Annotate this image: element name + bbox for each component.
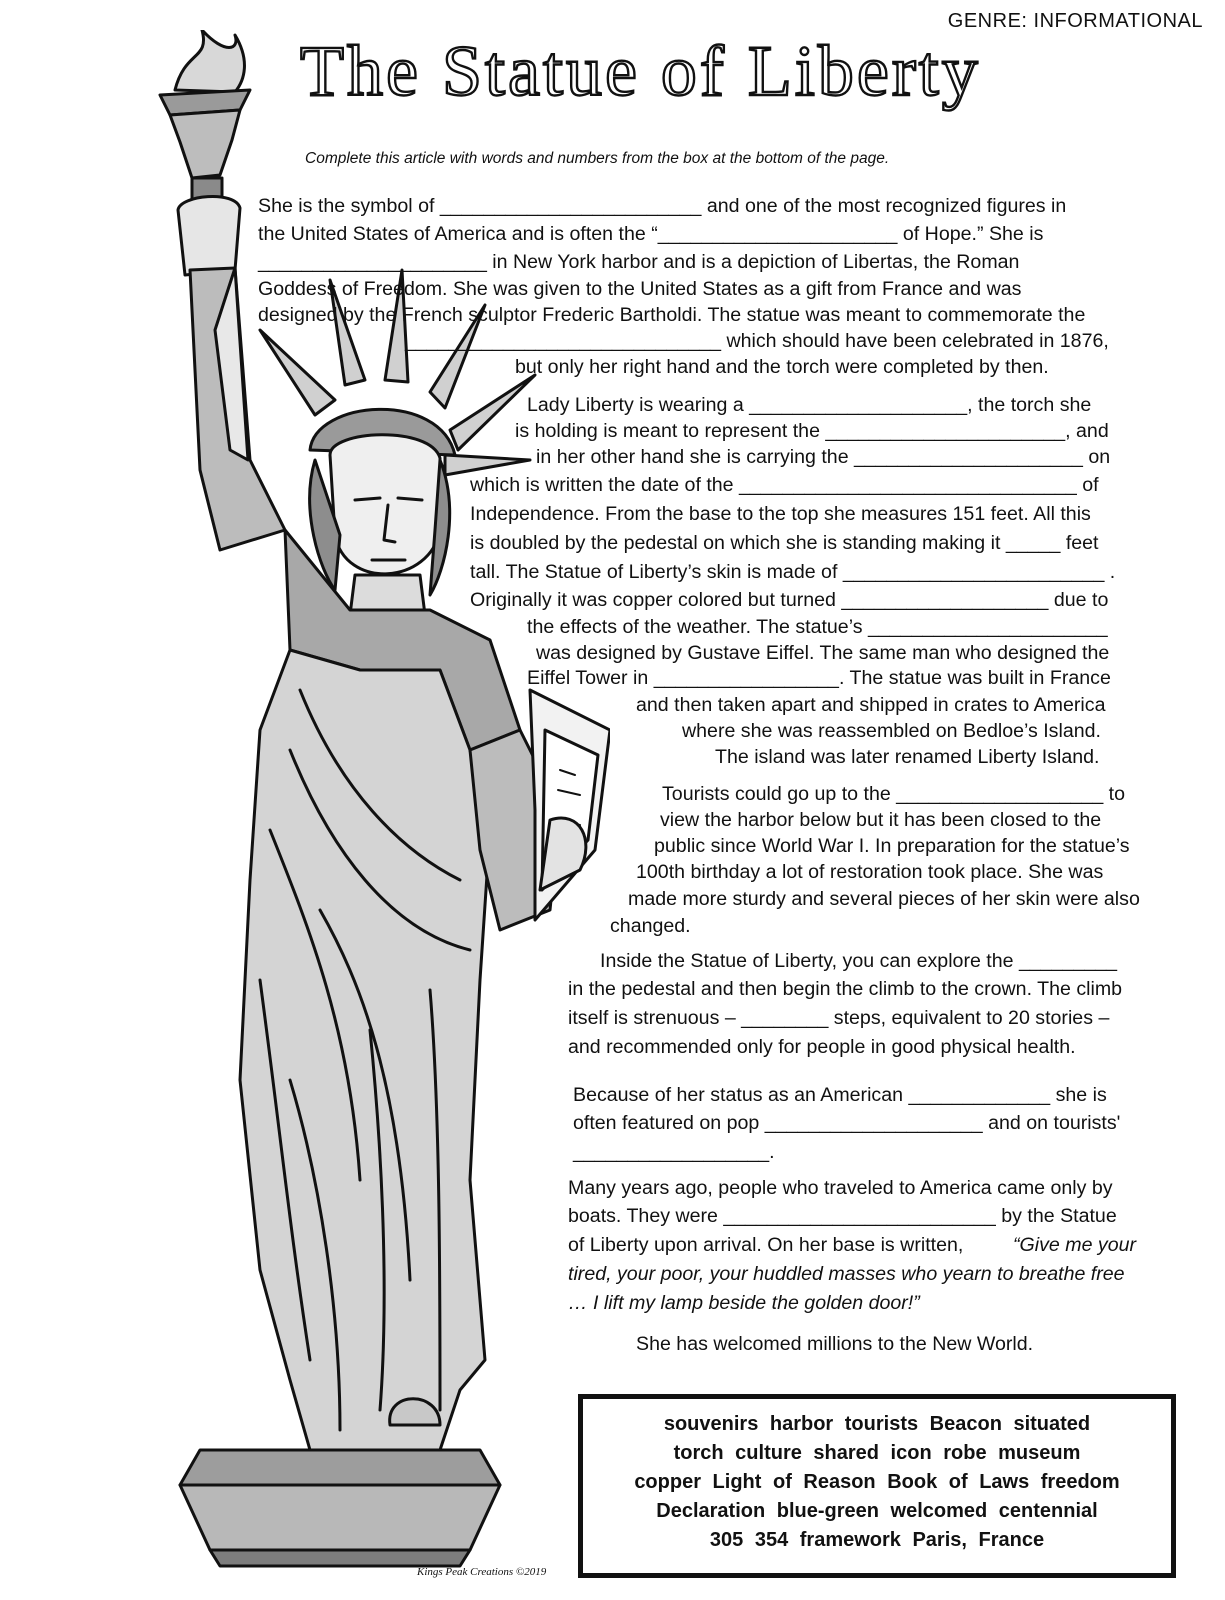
article-line-33: often featured on pop ____________________ and on tourists'	[573, 1112, 1121, 1134]
quote-line-2: tired, your poor, your huddled masses who yearn to breathe free	[568, 1263, 1125, 1285]
article-line-31: and recommended only for people in good physical health.	[568, 1036, 1076, 1058]
article-line-26: made more sturdy and several pieces of her skin were also	[628, 888, 1140, 910]
article-line-24: public since World War I. In preparation for the statue’s	[654, 835, 1130, 857]
article-line-22: Tourists could go up to the ___________________ to	[662, 783, 1126, 805]
article-line-9: is holding is meant to represent the ______________________, and	[515, 420, 1109, 442]
article-line-15: Originally it was copper colored but turned ___________________ due to	[470, 589, 1109, 611]
article-line-1: She is the symbol of ________________________ and one of the most recognized figures in	[258, 195, 1067, 217]
article-line-7: but only her right hand and the torch were completed by then.	[515, 356, 1049, 378]
article-line-34: __________________.	[573, 1141, 775, 1163]
instructions: Complete this article with words and numbers from the box at the bottom of the page.	[305, 150, 890, 167]
copyright-credit: Kings Peak Creations ©2019	[417, 1566, 547, 1578]
article-line-37: of Liberty upon arrival. On her base is written,	[568, 1234, 964, 1256]
genre-label: GENRE: INFORMATIONAL	[947, 10, 1203, 32]
article-line-32: Because of her status as an American _____________ she is	[573, 1084, 1107, 1106]
article-line-5: designed by the French sculptor Frederic Bartholdi. The statue was meant to commemorate the	[258, 304, 1086, 326]
article-line-30: itself is strenuous – ________ steps, equivalent to 20 stories –	[568, 1007, 1110, 1029]
article-line-13: is doubled by the pedestal on which she is standing making it _____ feet	[470, 532, 1099, 554]
article-line-6: _____________________________ which should have been celebrated in 1876,	[405, 330, 1109, 352]
article-line-11: which is written the date of the _______________________________ of	[470, 474, 1099, 496]
word-bank-row-2: torch culture shared icon robe museum	[673, 1442, 1081, 1464]
article-line-27: changed.	[610, 915, 691, 937]
article-line-21: The island was later renamed Liberty Island.	[715, 746, 1100, 768]
article-line-29: in the pedestal and then begin the climb to the crown. The climb	[568, 978, 1123, 1000]
article-line-35: Many years ago, people who traveled to America came only by	[568, 1177, 1113, 1199]
article-line-10: in her other hand she is carrying the _____________________ on	[536, 446, 1111, 468]
article-line-12: Independence. From the base to the top she measures 151 feet. All this	[470, 503, 1091, 525]
article-line-20: where she was reassembled on Bedloe’s Island.	[682, 720, 1101, 742]
article-line-8: Lady Liberty is wearing a ____________________, the torch she	[527, 394, 1092, 416]
word-bank-box	[578, 1394, 1176, 1578]
word-bank-row-1: souvenirs harbor tourists Beacon situated	[663, 1413, 1091, 1435]
article-line-25: 100th birthday a lot of restoration took place. She was	[636, 861, 1104, 883]
quote-line-3: … I lift my lamp beside the golden door!”	[568, 1292, 920, 1314]
article-line-2: the United States of America and is often the “______________________ of Hope.” She is	[258, 223, 1044, 245]
article-line-23: view the harbor below but it has been closed to the	[660, 809, 1102, 831]
article-line-28: Inside the Statue of Liberty, you can explore the _________	[600, 950, 1118, 972]
article-line-16: the effects of the weather. The statue’s ______________________	[527, 616, 1108, 638]
article-line-14: tall. The Statue of Liberty’s skin is made of ________________________ .	[470, 561, 1116, 583]
quote-line-1: “Give me your	[1013, 1234, 1137, 1256]
word-bank-row-5: 305 354 framework Paris, France	[709, 1529, 1045, 1551]
word-bank-row-4: Declaration blue-green welcomed centennial	[656, 1500, 1098, 1522]
article-line-36: boats. They were _________________________ by the Statue	[568, 1205, 1117, 1227]
article-line-17: was designed by Gustave Eiffel. The same man who designed the	[536, 642, 1110, 664]
page-title: The Statue of Liberty	[300, 31, 981, 111]
word-bank-row-3: copper Light of Reason Book of Laws freedom	[634, 1471, 1120, 1493]
article-closing-line: She has welcomed millions to the New World.	[636, 1333, 1034, 1355]
article-line-3: _____________________ in New York harbor and is a depiction of Libertas, the Roman	[258, 251, 1020, 273]
article-line-4: Goddess of Freedom. She was given to the United States as a gift from France and was	[258, 278, 1022, 300]
article-line-18: Eiffel Tower in _________________. The statue was built in France	[527, 667, 1111, 689]
article-line-19: and then taken apart and shipped in crates to America	[636, 694, 1106, 716]
